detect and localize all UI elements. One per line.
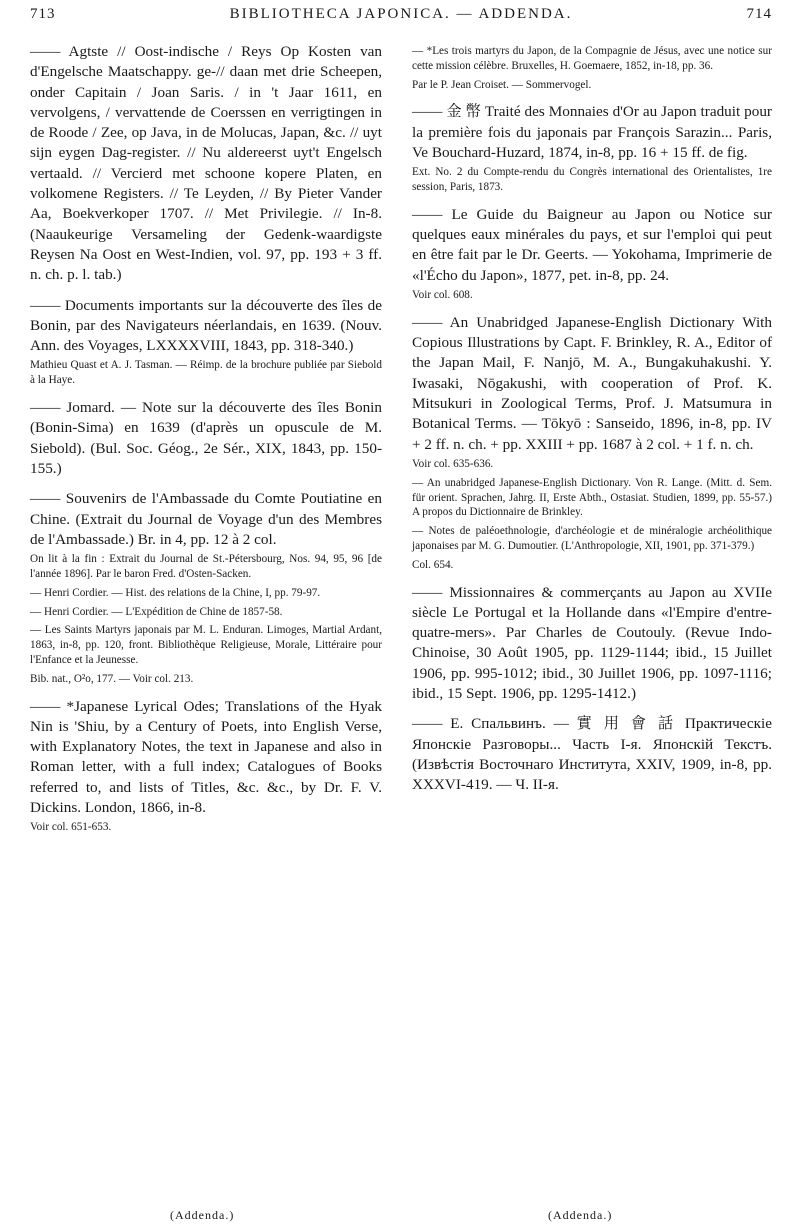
bibliography-entry xyxy=(30,398,382,479)
bibliography-entry xyxy=(412,583,772,705)
bibliography-entry xyxy=(30,42,382,286)
entry-text: —— Missionnaires & commerçants au Japon au XVIIe siècle Le Portugal et la Hollande dans «l'Empire d'entre-quatre-mers». Par Charles de Coutouly. (Revue Indo-Chinoise, 30 Août 1905, pp. 1129-1144; ibid., 15 Juillet 1906, pp. 995-1012; ibid., 30 Juillet 1906, pp. 1097-1116; ibid., 15 Sept. 1906, pp. 1295-1412.) xyxy=(412,583,772,702)
entry-text: —— Documents importants sur la découverte des îles de Bonin, par des Navigateurs néerlandais, en 1639. (Nouv. Ann. des Voyages, LXXXXVIII, 1843, pp. 318-340.) xyxy=(30,296,382,355)
entry-text: —— Souvenirs de l'Ambassade du Comte Poutiatine en Chine. (Extrait du Journal de Voyage d'un des Membres de l'Ambassade.) Br. in 4, pp. 12 à 2 col. xyxy=(30,490,382,548)
page-number-right: 714 xyxy=(746,6,772,22)
bibliography-entry xyxy=(30,489,382,686)
bibliography-entry xyxy=(412,44,772,92)
entry-note: Voir col. 608. xyxy=(412,289,473,302)
entry-note: Par le P. Jean Croiset. — Sommervogel. xyxy=(412,78,592,91)
bibliography-entry xyxy=(412,313,772,573)
footer-label-right: (Addenda.) xyxy=(548,1208,613,1222)
entry-note: Mathieu Quast et A. J. Tasman. — Réimp. de la brochure publiée par Siebold à la Haye. xyxy=(30,359,382,387)
entry-text: —— Agtste // Oost-indische / Reys Op Kosten van d'Engelsche Maatschappy. ge-// daan met drie Scheepen, onder Capitain / Joan Saris. / in 't Jaar 1611, en vervolgens, / vervattende de Coerssen en verrigtingen in de Roode / Zee, op Java, in de Molucas, Japan, &c. // uyt sijn eygen Dag-register. // Nu aldereerst uyt't Engelsch vertaald. // Vercierd met schoone kopere Platen, en volkomene Registers. // Te Leyden, // By Pieter Vander Aa, Boekverkoper 1707. // Met Privilegie. // In-8. (Naaukeurige Versameling der Gedenk-waardigste Reysen Na Oost en West-Indien, vol. 97, pp. 193 + 3 ff. n. ch. p. l. tab.) xyxy=(30,43,382,284)
page-header xyxy=(30,6,772,30)
page-number-left: 713 xyxy=(30,6,56,22)
entry-note: Voir col. 651-653. xyxy=(30,821,112,834)
entry-note: — Les Saints Martyrs japonais par M. L. Enduran. Limoges, Martial Ardant, 1863, in-8, pp. 120, front. Bibliothèque Religieuse, Morale, Littéraire pour l'Enfance et la Jeunesse. xyxy=(30,624,382,666)
entry-note: — *Les trois martyrs du Japon, de la Compagnie de Jésus, avec une notice sur cette mission célèbre. Bruxelles, H. Goemaere, 1852, in-18, pp. 36. xyxy=(412,45,772,72)
running-title: BIBLIOTHECA JAPONICA. — ADDENDA. xyxy=(229,6,573,22)
bibliography-entry xyxy=(30,296,382,388)
footer-label-left: (Addenda.) xyxy=(170,1208,235,1222)
entry-note: — An unabridged Japanese-English Dictionary. Von R. Lange. (Mitt. d. Sem. für orient. Sprachen, Jahrg. II, Erste Abth., Ostasiat. Studien, 1899, pp. 55-57.) A propos du Dictionnaire de Brinkley. xyxy=(412,476,772,519)
entry-text: —— An Unabridged Japanese-English Dictionary With Copious Illustrations by Capt. F. Brinkley, R. A., Editor of the Japan Mail, F. Nanjō, M. A., Bungakuhakushi. Y. Iwasaki, Nōgakushi, with cooperation of Prof. K. Mitsukuri in Zoological Terms, Prof. J. Matsumura in Botanical Terms. — Tōkyō : Sanseido, 1896, in-8, pp. IV + 2 ff. n. ch. + pp. XXIII + pp. 1687 à 2 col. + 1 f. n. ch. xyxy=(412,313,772,453)
right-column xyxy=(412,42,772,805)
bibliography-entry xyxy=(412,714,772,795)
entry-note: Bib. nat., O²o, 177. — Voir col. 213. xyxy=(30,672,194,685)
bibliography-entry xyxy=(412,205,772,303)
entry-note: On lit à la fin : Extrait du Journal de St.-Pétersbourg, Nos. 94, 95, 96 [de l'année 1896]. Par le baron Fred. d'Osten-Sacken. xyxy=(30,553,382,580)
entry-text: —— 金 幣 Traité des Monnaies d'Or au Japon traduit pour la première fois du japonais par François Sarazin... Paris, Ve Bouchard-Huzard, 1874, in-8, pp. 16 + 15 ff. de fig. xyxy=(412,103,772,161)
entry-note: Ext. No. 2 du Compte-rendu du Congrès international des Orientalistes, 1re session, Paris, 1873. xyxy=(412,166,772,194)
bibliography-entry xyxy=(30,697,382,836)
entry-note: Voir col. 635-636. xyxy=(412,457,494,470)
entry-note: Col. 654. xyxy=(412,558,454,571)
entry-text: —— Е. Спальвинъ. — 實 用 會 話 Практическіе Японскіе Разговоры... Часть I-я. Японскій Текстъ. (Извѣстія Восточнаго Института, XXIV, 1909, in-8, pp. XXXVI-419. — Ч. II-я. xyxy=(412,715,772,794)
entry-text: —— Le Guide du Baigneur au Japon ou Notice sur quelques eaux minérales du pays, et sur l'emploi qui peut en être fait par le Dr. Geerts. — Yokohama, Imprimerie de «l'Écho du Japon», 1877, pet. in-8, pp. 24. xyxy=(412,205,772,284)
entry-note: — Henri Cordier. — Hist. des relations de la Chine, I, pp. 79-97. xyxy=(30,586,321,599)
bibliography-entry xyxy=(412,102,772,194)
entry-note: — Notes de paléoethnologie, d'archéologie et de minéralogie archéolithique japonaises par M. G. Dumoutier. (L'Anthropologie, XII, 1901, pp. 371-379.) xyxy=(412,525,772,552)
left-column xyxy=(30,42,382,845)
entry-note: — Henri Cordier. — L'Expédition de Chine de 1857-58. xyxy=(30,605,283,618)
entry-text: —— *Japanese Lyrical Odes; Translations of the Hyak Nin is 'Shiu, by a Century of Poets, into English Verse, with Explanatory Notes, the text in Japanese and also in Roman letter, with a full index; Catalogues of Books referred to, and lists of Titles, &c. &c., by Dr. F. V. Dickins. London, 1866, in-8. xyxy=(30,697,382,816)
entry-text: —— Jomard. — Note sur la découverte des îles Bonin (Bonin-Sima) en 1639 (d'après un opuscule de M. Siebold). (Bul. Soc. Géog., 2e Sér., XIX, 1843, pp. 150-155.) xyxy=(30,399,382,477)
